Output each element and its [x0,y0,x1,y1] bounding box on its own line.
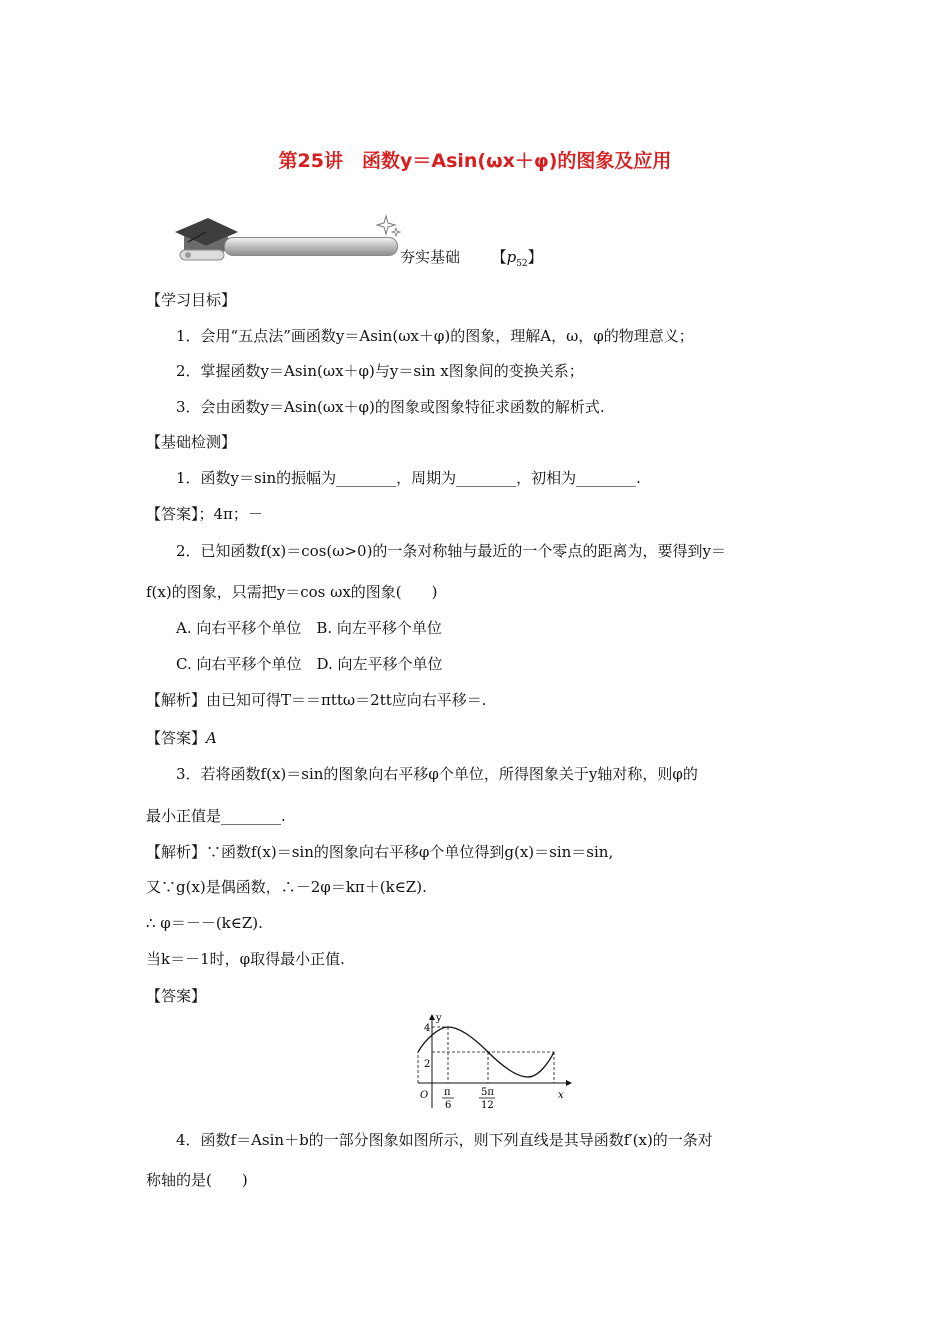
question-2-line-1: 2．已知函数f(x)＝cos(ω>0)的一条对称轴与最近的一个零点的距离为，要得到y＝ [176,542,726,560]
banner-ref-close: 】 [527,248,543,266]
question-2-options-ab: A. 向右平移个单位 B. 向左平移个单位 [176,619,442,637]
objective-2: 2．掌握函数y＝Asin(ωx＋φ)与y＝sin x图象间的变换关系； [176,362,584,380]
answer-label: 【答案】 [146,729,207,747]
question-4-line-2: 称轴的是( ) [146,1171,248,1189]
banner-ref-open: 【 [491,248,507,266]
x-axis-label: x [558,1090,564,1101]
y-tick-4: 4 [424,1023,431,1034]
x-tick-2-numerator: 5π [481,1087,494,1098]
question-3-solution-4: 当k＝－1时，φ取得最小正值. [146,950,345,968]
y-tick-2: 2 [424,1059,431,1070]
question-2-answer [146,728,217,748]
question-2-line-2: f(x)的图象，只需把y＝cos ωx的图象( ) [146,583,438,601]
answer-value: A [206,729,217,747]
banner-bar [224,237,398,256]
banner-title: 夯实基础 [400,248,461,266]
sparkle-icon [376,214,402,240]
question-3-line-2: 最小正值是________. [146,807,286,825]
banner-label [400,246,543,269]
section-banner [172,210,543,270]
objective-3: 3．会由函数y＝Asin(ωx＋φ)的图象或图象特征求函数的解析式. [176,398,605,416]
question-3-solution-3: ∴ φ＝－－(k∈Z). [146,914,263,932]
question-2-options-cd: C. 向右平移个单位 D. 向左平移个单位 [176,655,443,673]
page-ref: $p_{52}$ [506,248,528,269]
question-2-solution: 【解析】由已知可得T＝＝πttω＝2tt应向右平移＝. [146,691,487,709]
question-4-line-1: 4．函数f＝Asin＋b的一部分图象如图所示，则下列直线是其导函数f′(x)的一条对 [176,1131,713,1149]
x-tick-2-denominator: 12 [481,1100,494,1111]
answer-1: 【答案】；4π；－ [146,505,263,523]
basic-check-heading: 【基础检测】 [146,433,237,451]
question-3-solution-2: 又∵g(x)是偶函数，∴－2φ＝kπ＋(k∈Z). [146,878,427,896]
question-3-line-1: 3．若将函数f(x)＝sin的图象向右平移φ个单位，所得图象关于y轴对称，则φ的 [176,765,698,783]
x-tick-1-denominator: 6 [445,1100,452,1111]
origin-label: O [420,1090,429,1101]
sine-graph-figure [412,1012,572,1114]
y-axis-label: y [436,1013,442,1024]
page-title: 第25讲 函数y＝Asin(ωx＋φ)的图象及应用 [278,150,672,172]
objective-1: 1．会用“五点法”画函数y＝Asin(ωx＋φ)的图象，理解A，ω，φ的物理意义； [176,327,694,345]
x-tick-1-numerator: π [444,1087,451,1098]
question-1: 1．函数y＝sin的振幅为________，周期为________，初相为________. [176,469,641,487]
question-3-answer: 【答案】 [146,987,207,1005]
question-3-solution-1: 【解析】∵函数f(x)＝sin的图象向右平移φ个单位得到g(x)＝sin＝sin, [146,843,614,861]
objectives-heading: 【学习目标】 [146,291,237,309]
